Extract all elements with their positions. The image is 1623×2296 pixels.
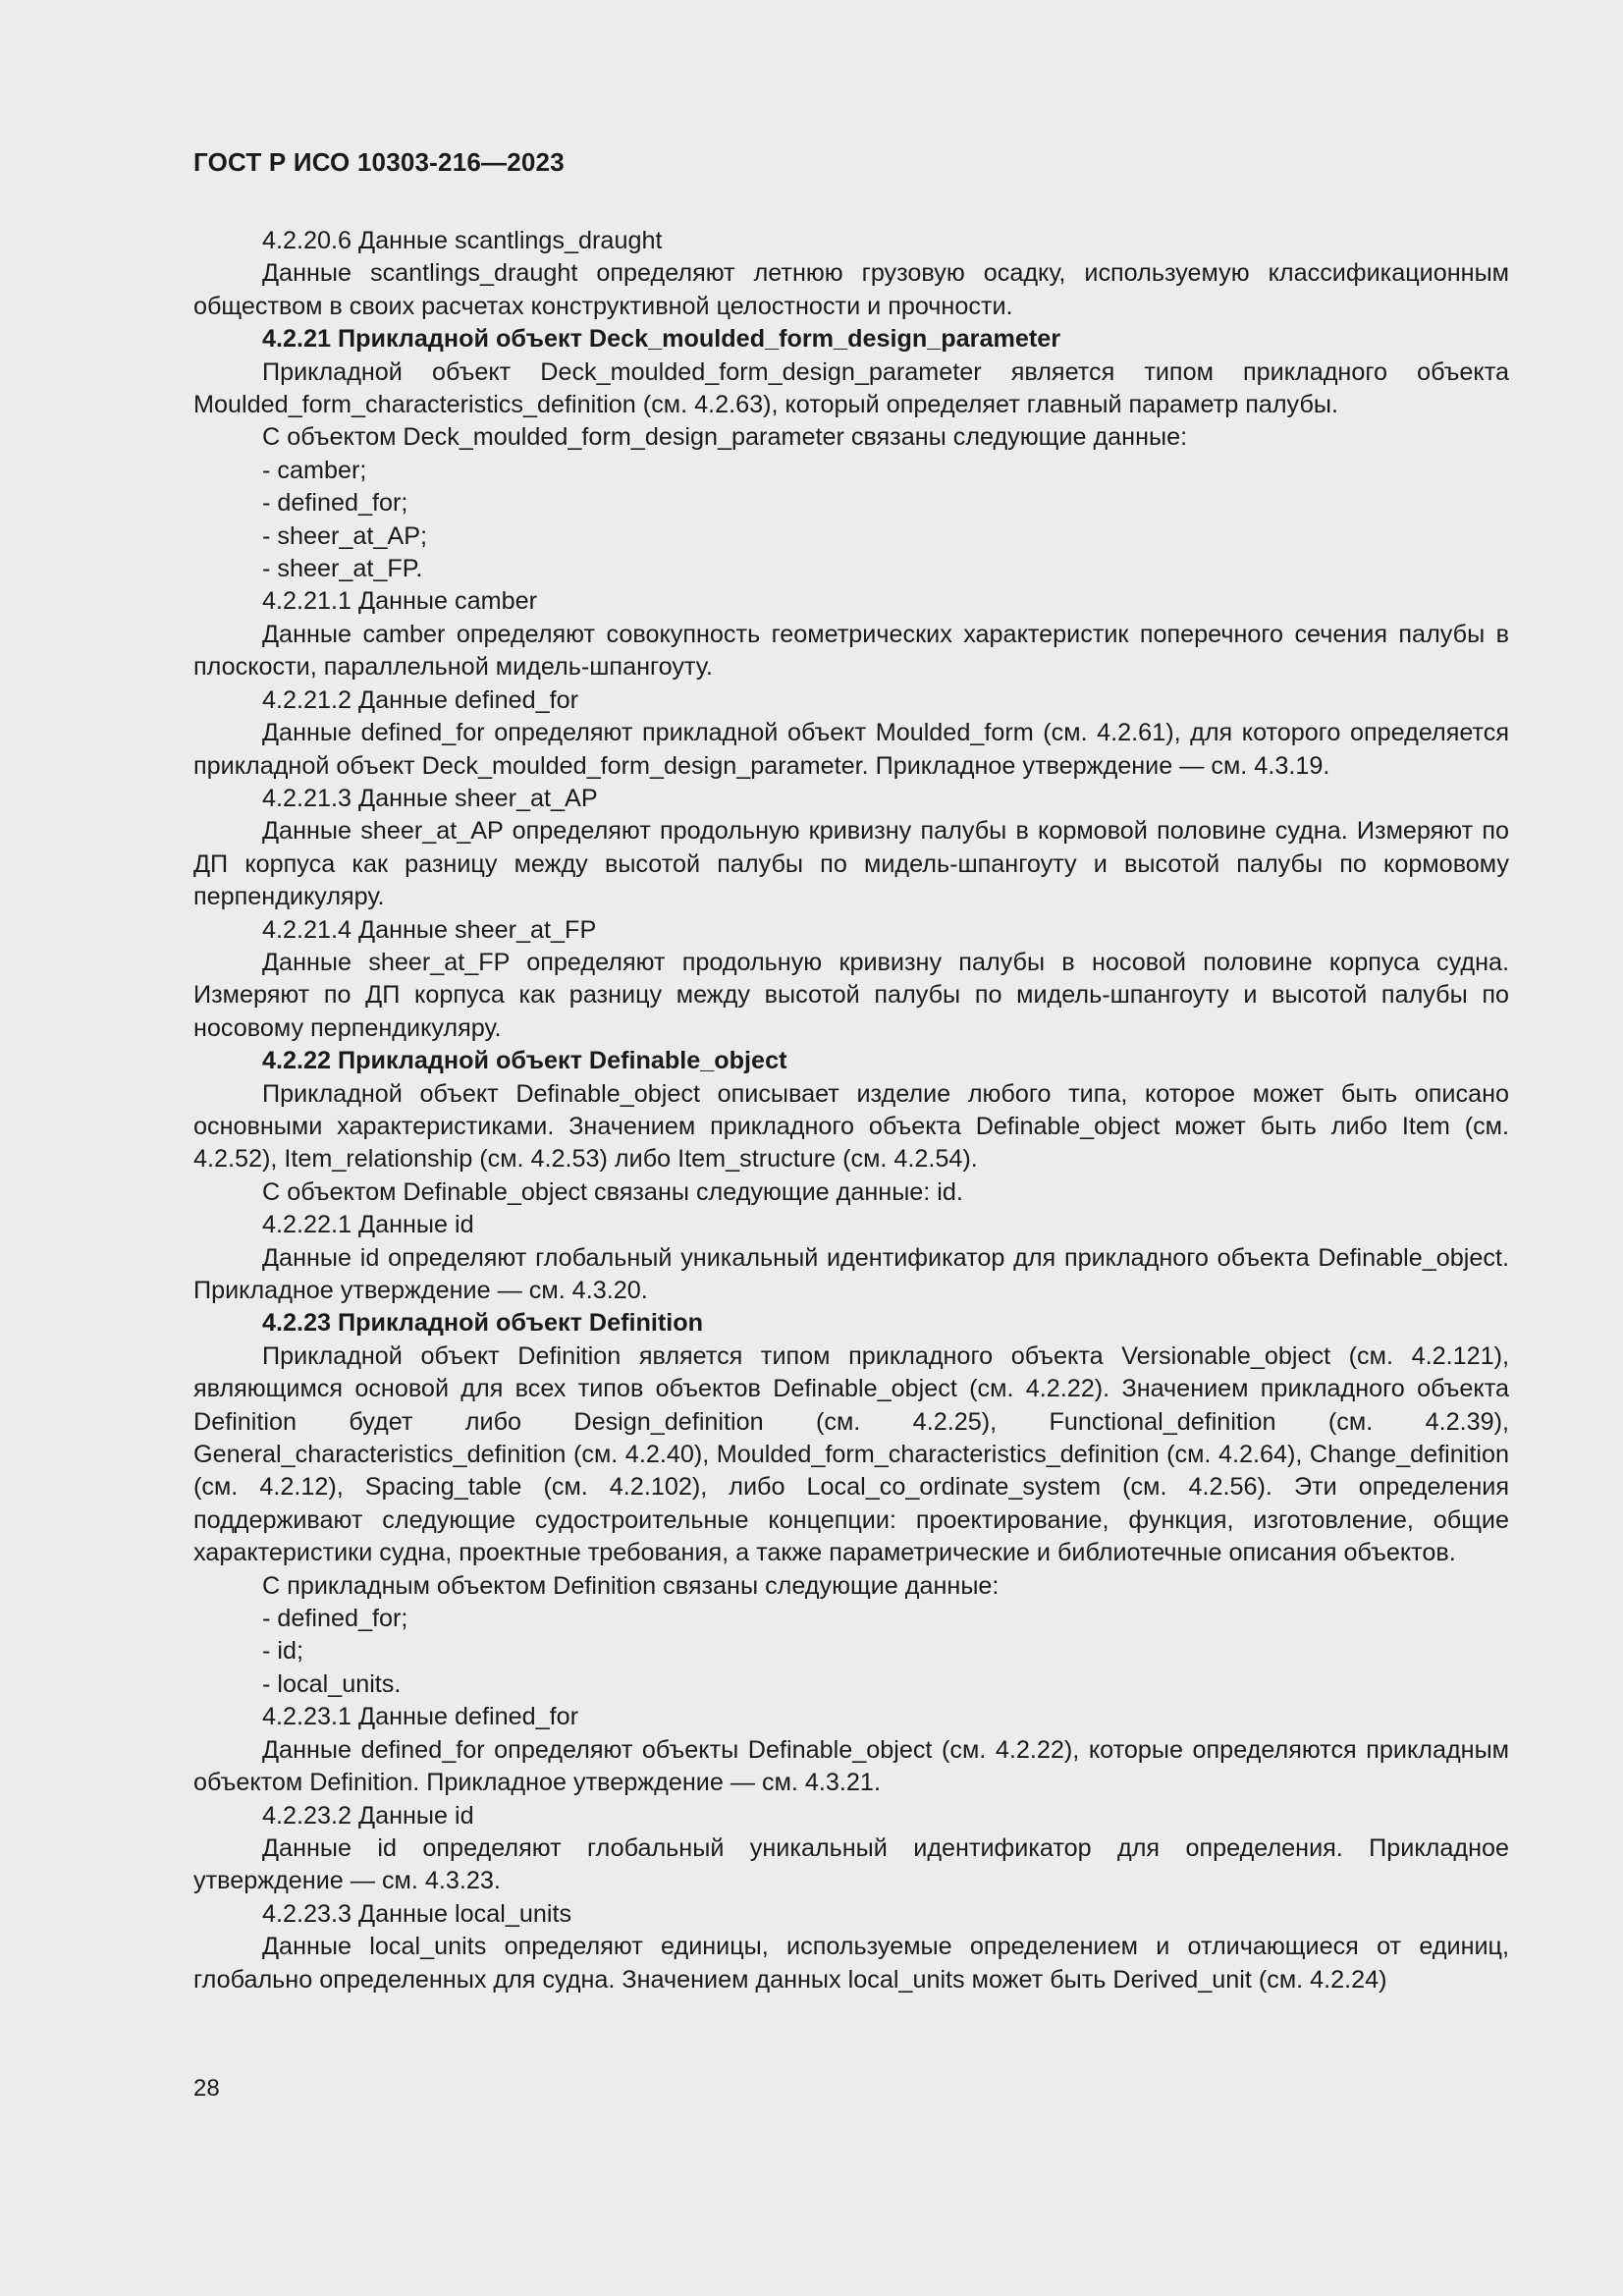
section-heading: 4.2.21.2 Данные defined_for	[262, 685, 579, 714]
list-item: - defined_for;	[262, 489, 408, 518]
paragraph: Данные local_units определяют единицы, используемые определением и отличающиеся от единиц, глобально определенных для судна. Значением данных local_units может быть Derived_unit (см. 4.2.24)	[193, 1933, 1509, 1994]
section-heading: 4.2.21.4 Данные sheer_at_FP	[262, 915, 597, 944]
list-item: - camber;	[262, 456, 367, 484]
paragraph: Данные id определяют глобальный уникальный идентификатор для прикладного объекта Definable_object. Прикладное утверждение — см. 4.3.20.	[193, 1243, 1509, 1304]
paragraph: Данные defined_for определяют прикладной объект Moulded_form (см. 4.2.61), для которого определяется прикладной объект Deck_moulded_form_design_parameter. Прикладное утверждение — см. 4.3.19.	[193, 719, 1509, 780]
paragraph: Прикладной объект Definition является типом прикладного объекта Versionable_object (см. 4.2.121), являющимся основой для всех типов объектов Definable_object (см. 4.2.22). Значением прикладного объекта Definition будет либо Design_definition (см. 4.2.25), Functional_definition (см. 4.2.39), General_characteristics_definition (см. 4.2.40), Moulded_form_characteristics_definition (см. 4.2.64), Change_definition (см. 4.2.12), Spacing_table (см. 4.2.102), либо Local_co_ordinate_system (см. 4.2.56). Эти определения поддерживают следующие судостроительные концепции: проектирование, функция, изготовление, общие характеристики судна, проектные требования, а также параметрические и библиотечные описания объектов.	[193, 1341, 1509, 1567]
section-heading: 4.2.23.3 Данные local_units	[262, 1899, 572, 1928]
list-item: - sheer_at_AP;	[262, 521, 428, 550]
page-number: 28	[193, 2075, 220, 2102]
paragraph: Данные scantlings_draught определяют летнюю грузовую осадку, используемую классификационным обществом в своих расчетах конструктивной целостности и прочности.	[193, 259, 1509, 320]
paragraph: С объектом Deck_moulded_form_design_parameter связаны следующие данные:	[262, 423, 1188, 452]
paragraph: Прикладной объект Deck_moulded_form_design_parameter является типом прикладного объекта Moulded_form_characteristics_definition (см. 4.2.63), который определяет главный параметр палубы.	[193, 357, 1509, 419]
list-item: - id;	[262, 1637, 303, 1666]
document-header: ГОСТ Р ИСО 10303-216—2023	[193, 147, 565, 177]
paragraph: Прикладной объект Definable_object описывает изделие любого типа, которое может быть описано основными характеристиками. Значением прикладного объекта Definable_object может быть либо Item (см. 4.2.52), Item_relationship (см. 4.2.53) либо Item_structure (см. 4.2.54).	[193, 1079, 1509, 1174]
paragraph: С объектом Definable_object связаны следующие данные: id.	[262, 1177, 963, 1206]
section-heading: 4.2.21 Прикладной объект Deck_moulded_form_design_parameter	[262, 325, 1061, 354]
section-heading: 4.2.23.2 Данные id	[262, 1801, 474, 1830]
section-heading: 4.2.21.3 Данные sheer_at_AP	[262, 784, 598, 812]
paragraph: Данные sheer_at_AP определяют продольную кривизну палубы в кормовой половине судна. Измеряют по ДП корпуса как разницу между высотой палубы по мидель-шпангоуту и высотой палубы по кормовому перпендикуляру.	[193, 817, 1509, 911]
paragraph: Данные camber определяют совокупность геометрических характеристик поперечного сечения палубы в плоскости, параллельной мидель-шпангоуту.	[193, 620, 1509, 682]
list-item: - defined_for;	[262, 1605, 408, 1633]
document-body	[193, 225, 1509, 1996]
list-item: - sheer_at_FP.	[262, 555, 423, 583]
section-heading: 4.2.23 Прикладной объект Definition	[262, 1309, 704, 1338]
section-heading: 4.2.22.1 Данные id	[262, 1211, 474, 1239]
section-heading: 4.2.20.6 Данные scantlings_draught	[262, 227, 663, 254]
paragraph: Данные sheer_at_FP определяют продольную кривизну палубы в носовой половине корпуса судна. Измеряют по ДП корпуса как разницу между высотой палубы по мидель-шпангоуту и высотой палубы по носовому перпендикуляру.	[193, 948, 1509, 1042]
paragraph: С прикладным объектом Definition связаны следующие данные:	[262, 1571, 1000, 1600]
paragraph: Данные defined_for определяют объекты Definable_object (см. 4.2.22), которые определяются прикладным объектом Definition. Прикладное утверждение — см. 4.3.21.	[193, 1735, 1509, 1797]
paragraph: Данные id определяют глобальный уникальный идентификатор для определения. Прикладное утверждение — см. 4.3.23.	[193, 1833, 1509, 1895]
section-heading: 4.2.23.1 Данные defined_for	[262, 1703, 579, 1731]
section-heading: 4.2.22 Прикладной объект Definable_object	[262, 1047, 787, 1075]
list-item: - local_units.	[262, 1669, 402, 1698]
section-heading: 4.2.21.1 Данные camber	[262, 587, 538, 616]
